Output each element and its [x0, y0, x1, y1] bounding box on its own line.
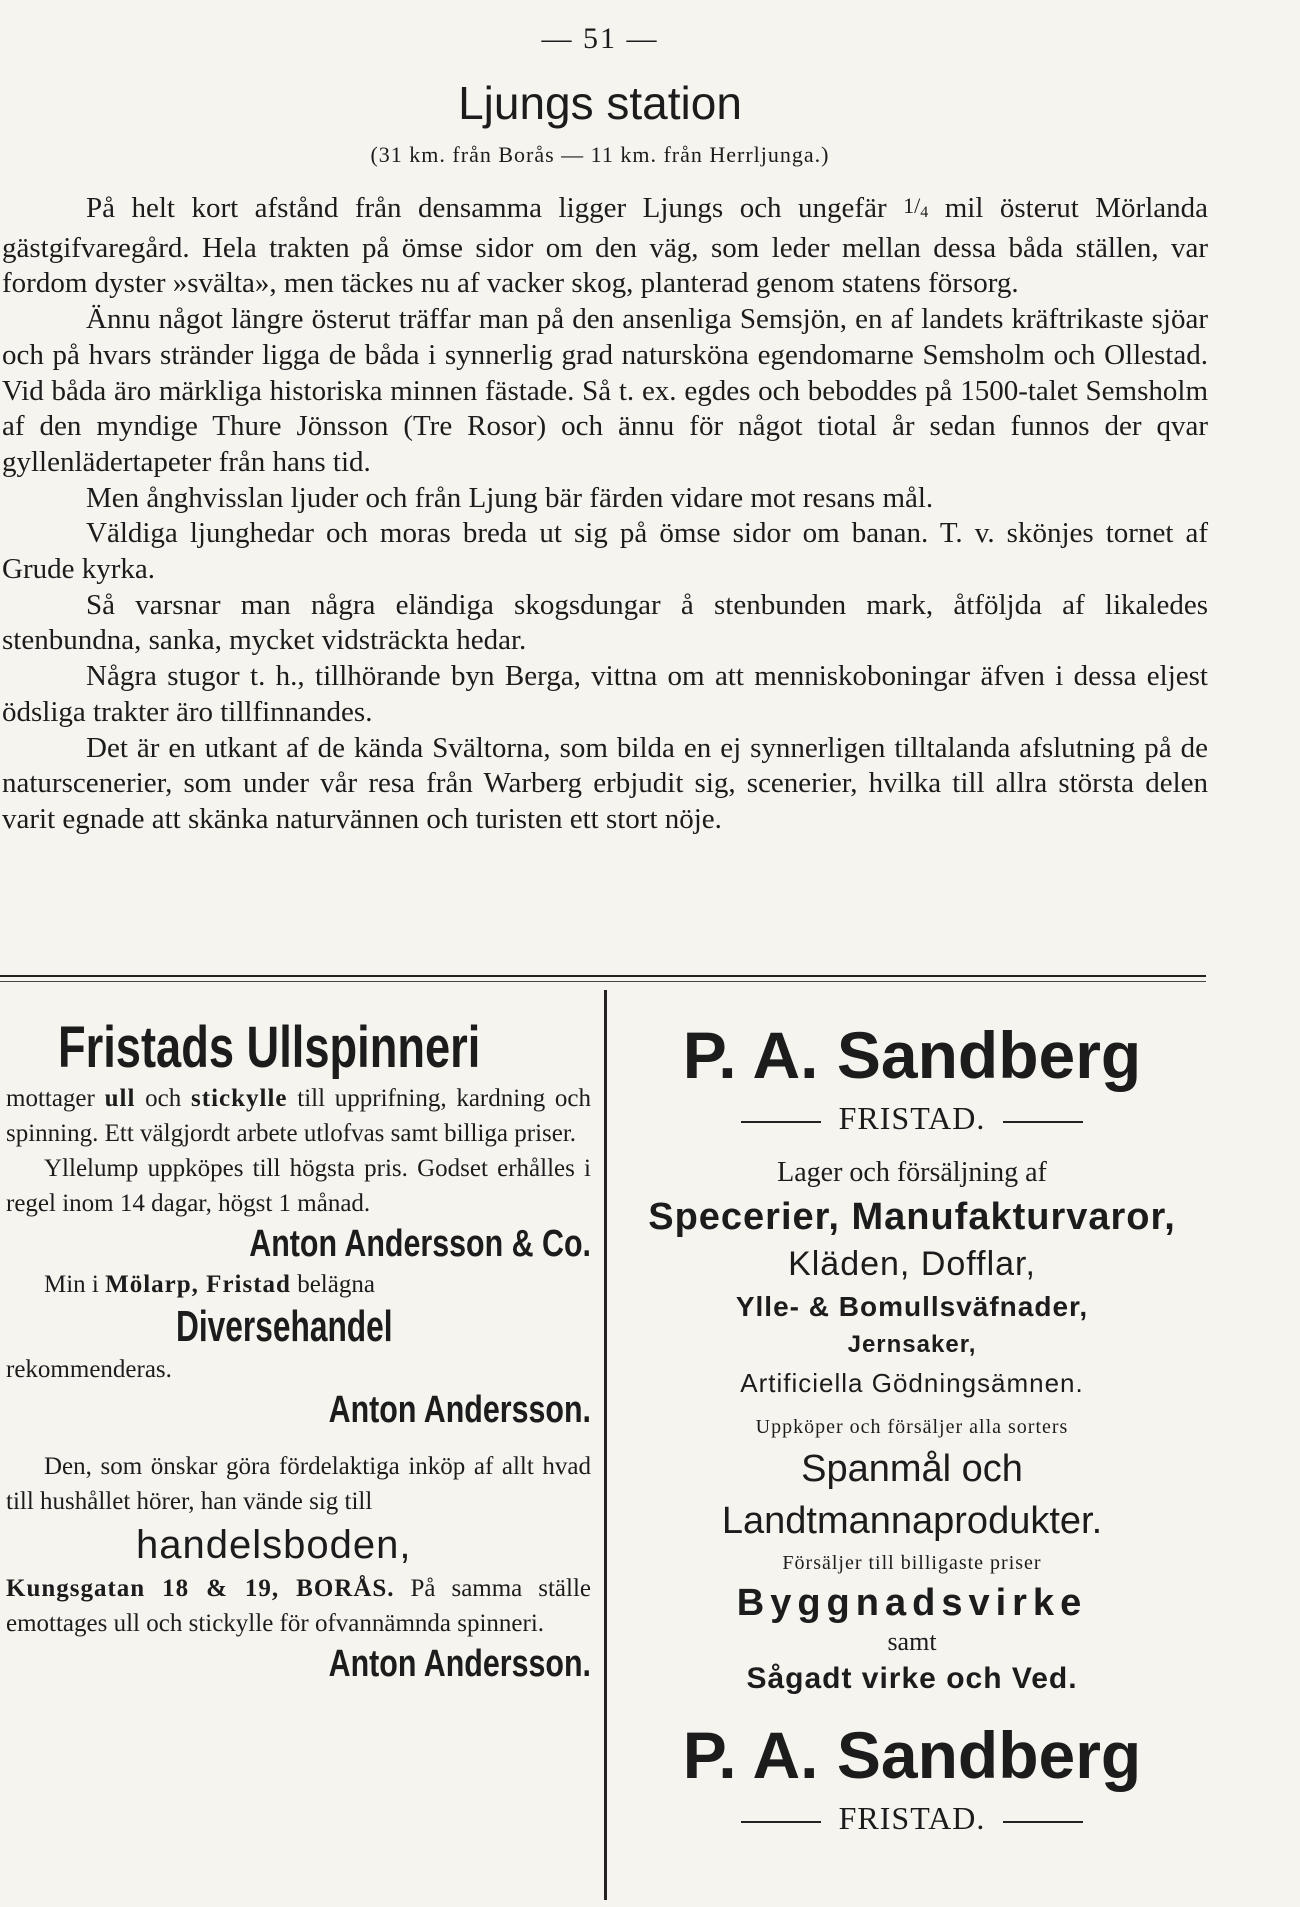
ad-line-2: Specerier, Manufakturvaror,	[648, 1196, 1176, 1238]
ad-text-1	[6, 1081, 591, 1151]
ad-line-3: Kläden, Dofflar,	[788, 1245, 1036, 1283]
ad-line-9: Försäljer till billigaste priser	[782, 1552, 1042, 1574]
dash-left	[741, 1121, 821, 1123]
ad-heading: Fristads Ullspinneri	[58, 1015, 481, 1080]
page-number: — 51 —	[541, 22, 659, 55]
ad-line-8: Spanmål och Landtmannaprodukter.	[721, 1448, 1103, 1542]
ad-city-2-label: FRISTAD.	[838, 1800, 986, 1836]
ad-line-10: Byggnadsvirke	[736, 1582, 1088, 1624]
ad-text-3b: belägna	[297, 1271, 375, 1298]
ad-city	[612, 1095, 1212, 1141]
paragraph-6: Några stugor t. h., tillhörande byn Berga, vittna om att menniskoboningar äfven i dessa eljest ödsliga trakter äro tillfinnandes.	[2, 660, 1208, 728]
divider-top	[0, 975, 1206, 977]
fraction-denominator: 4	[920, 204, 929, 221]
ad-line-1: Lager och försäljning af	[777, 1157, 1047, 1188]
dash-left-2	[741, 1821, 821, 1823]
ad-text-1b: och	[145, 1085, 182, 1112]
paragraph-3: Men ånghvisslan ljuder och från Ljung bär färden vidare mot resans mål.	[86, 481, 934, 514]
right-advertisement	[612, 995, 1212, 1841]
ad-line-11: samt	[887, 1627, 937, 1656]
ad-line-12: Sågadt virke och Ved.	[746, 1662, 1078, 1695]
ad-line-6: Artificiella Gödningsämnen.	[740, 1368, 1084, 1398]
ad-place: Mölarp, Fristad	[105, 1271, 291, 1298]
paragraph-2: Ännu något längre österut träffar man på den ansenliga Semsjön, en af landets kräftrikaste sjöar och på hvars stränder ligga de båda i synnerlig grad natursköna egendomarne Semsholm och Ollestad. Vid båda äro märkliga historiska minnen fästade. Så t. ex. egdes och beboddes på 1500-talet Semsholm af den myndige Thure Jönsson (Tre Rosor) och ännu för något tiotal år sedan funnos der qvar gyllenlädertapeter från hans tid.	[2, 303, 1208, 478]
left-advertisement	[6, 995, 591, 1687]
divider-top-thin	[0, 981, 1206, 982]
ad-brand: P. A. Sandberg	[682, 1018, 1142, 1092]
ad-handelsboden: handelsboden,	[136, 1523, 412, 1567]
fraction: $1/_4$	[903, 193, 929, 221]
ad-text-6b: På samma ställe emottages ull och stickylle för ofvannämnda spinneri.	[6, 1575, 592, 1637]
ad-signature-3: Anton Andersson.	[328, 1643, 591, 1685]
paragraph-4: Väldiga ljunghedar och moras breda ut sig på ömse sidor om banan. T. v. skönjes tornet af Grude kyrka.	[2, 517, 1208, 586]
ad-text-1a: mottager	[6, 1085, 95, 1112]
column-divider	[604, 990, 607, 1900]
paragraph-1	[2, 188, 1208, 302]
ad-text-3a: Min i	[44, 1271, 99, 1298]
paragraph-5: Så varsnar man några eländiga skogsdungar å stenbunden mark, åtföljda af likaledes stenbundna, sanka, mycket vidsträckta hedar.	[2, 588, 1208, 657]
ad-text-3	[6, 1267, 591, 1302]
ad-text-2: Yllelump uppköpes till högsta pris. Godset erhålles i regel inom 14 dagar, högst 1 månad.	[6, 1155, 591, 1217]
ad-text-1c: till upprifning, kardning och spinning. Ett välgjordt arbete utlofvas samt billiga priser.	[6, 1085, 592, 1147]
ad-diversehandel: Diversehandel	[176, 1302, 393, 1351]
article-body	[2, 188, 1208, 838]
ad-signature-1: Anton Andersson & Co.	[249, 1223, 591, 1265]
ad-line-4: Ylle- & Bomullsväfnader,	[735, 1291, 1089, 1322]
ad-text-6	[6, 1571, 591, 1641]
ad-city-2	[612, 1795, 1212, 1841]
dash-right-2	[1003, 1821, 1083, 1823]
ad-line-7: Uppköper och försäljer alla sorters	[755, 1416, 1069, 1438]
ad-city-label: FRISTAD.	[838, 1100, 986, 1136]
dash-right	[1003, 1121, 1083, 1123]
paragraph-1-end: mil österut Mörlanda gästgifvaregård. Hela trakten på ömse sidor om den väg, som leder mellan dessa båda ställen, var fordom dyster »svälta», men täckes nu af vacker skog, planterad genom statens försorg.	[2, 192, 1209, 300]
page-subtitle: (31 km. från Borås — 11 km. från Herrljunga.)	[370, 142, 830, 167]
fraction-numerator: 1	[903, 193, 915, 218]
ad-address: Kungsgatan 18 & 19, BORÅS.	[6, 1575, 395, 1602]
ad-text-ull: ull	[104, 1085, 136, 1112]
ad-text-4: rekommenderas.	[6, 1356, 172, 1383]
ad-signature-2: Anton Andersson.	[328, 1389, 591, 1431]
ad-brand-2: P. A. Sandberg	[682, 1718, 1142, 1792]
ad-text-5: Den, som önskar göra fördelaktiga inköp af allt hvad till hushållet hörer, han vände sig till	[6, 1453, 591, 1515]
paragraph-7: Det är en utkant af de kända Svältorna, som bilda en ej synnerligen tilltalanda afslutning på de naturscenerier, som under vår resa från Warberg erbjudit sig, scenerier, hvilka till allra största delen varit egnade att skänka naturvännen och turisten ett stort nöje.	[2, 731, 1208, 835]
ad-text-stickylle: stickylle	[191, 1085, 288, 1112]
ad-line-5: Jernsaker,	[847, 1331, 977, 1358]
paragraph-1-start: På helt kort afstånd från densamma ligger Ljungs och ungefär	[86, 192, 887, 224]
page-title: Ljungs station	[458, 77, 742, 129]
